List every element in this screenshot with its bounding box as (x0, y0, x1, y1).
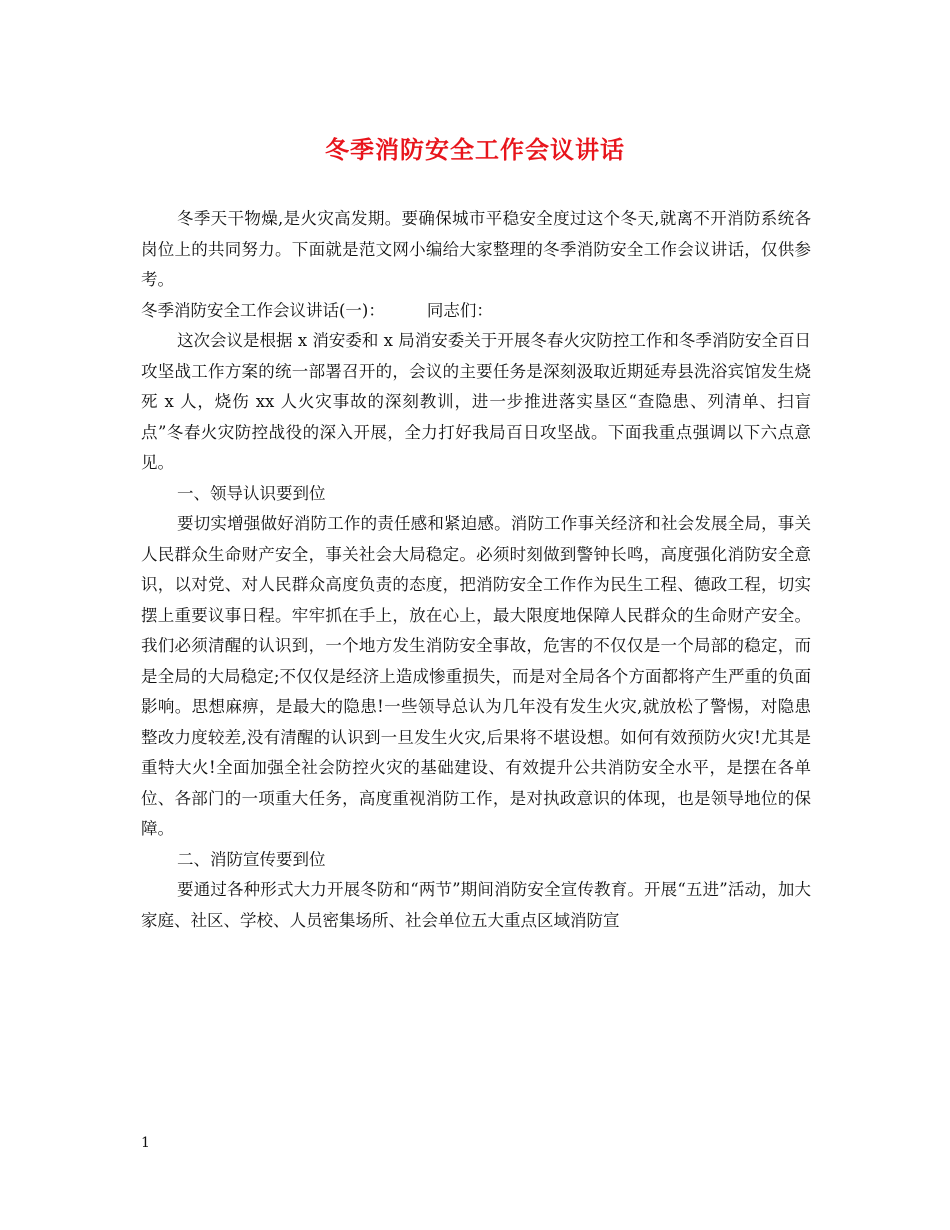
section-2-body: 要通过各种形式大力开展冬防和“两节”期间消防安全宣传教育。开展“五进”活动，加大家庭、社区、学校、人员密集场所、社会单位五大重点区域消防宣 (141, 880, 811, 930)
intro-paragraph: 冬季天干物燥,是火灾高发期。要确保城市平稳安全度过这个冬天,就离不开消防系统各岗位上的共同努力。下面就是范文网小编给大家整理的冬季消防安全工作会议讲话，仅供参考。 (141, 209, 811, 289)
section-1-heading: 一、领导认识要到位 (177, 483, 326, 503)
speech-subheading: 冬季消防安全工作会议讲话(一)： (141, 300, 385, 320)
document-body (141, 204, 811, 936)
section-1-body: 要切实增强做好消防工作的责任感和紧迫感。消防工作事关经济和社会发展全局，事关人民群众生命财产安全，事关社会大局稳定。必须时刻做到警钟长鸣，高度强化消防安全意识，以对党、对人民群众高度负责的态度，把消防安全工作作为民生工程、德政工程，切实摆上重要议事日程。牢牢抓在手上，放在心上，最大限度地保障人民群众的生命财产安全。我们必须清醒的认识到，一个地方发生消防安全事故，危害的不仅仅是一个局部的稳定，而是全局的大局稳定;不仅仅是经济上造成惨重损失，而是对全局各个方面都将产生严重的负面影响。思想麻痹，是最大的隐患!一些领导总认为几年没有发生火灾,就放松了警惕，对隐患整改力度较差,没有清醒的认识到一旦发生火灾,后果将不堪设想。如何有效预防火灾!尤其是重特大火!全面加强全社会防控火灾的基础建设、有效提升公共消防安全水平，是摆在各单位、各部门的一项重大任务，高度重视消防工作，是对执政意识的体现，也是领导地位的保障。 (141, 514, 811, 838)
section-2-heading: 二、消防宣传要到位 (177, 849, 326, 869)
page-number: 1 (141, 1135, 150, 1151)
subheading-line (141, 296, 811, 327)
document-title: 冬季消防安全工作会议讲话 (325, 135, 625, 164)
salutation: 同志们： (426, 300, 493, 320)
paragraph-1: 这次会议是根据 x 消安委和 x 局消安委关于开展冬春火灾防控工作和冬季消防安全百日攻坚战工作方案的统一部署召开的，会议的主要任务是深刻汲取近期延寿县洗浴宾馆发生烧死 x 人，烧伤 xx 人火灾事故的深刻教训，进一步推进落实垦区“查隐患、列清单、扫盲点”冬春火灾防控战役的深入开展，全力打好我局百日攻坚战。下面我重点强调以下六点意见。 (141, 331, 811, 472)
